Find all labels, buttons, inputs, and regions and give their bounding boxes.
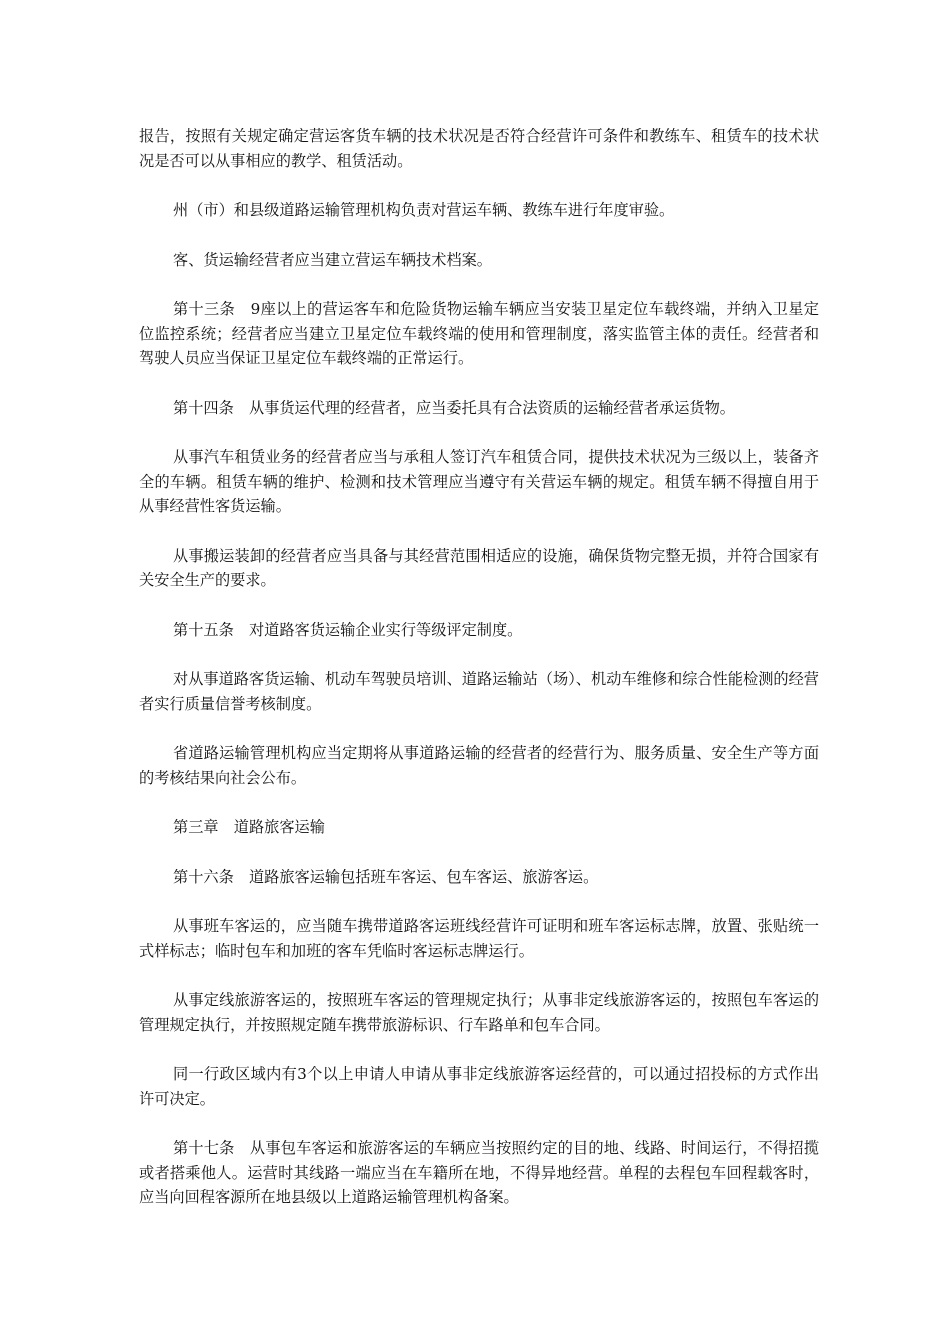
document-body [139,124,819,1235]
paragraph-continued-report: 报告，按照有关规定确定营运客货车辆的技术状况是否符合经营许可条件和教练车、租赁车的技术状况是否可以从事相应的教学、租赁活动。 [139,127,819,170]
paragraph-public-results: 省道路运输管理机构应当定期将从事道路运输的经营者的经营行为、服务质量、安全生产等方面的考核结果向社会公布。 [139,744,819,787]
paragraph-tourist-transport: 从事定线旅游客运的，按照班车客运的管理规定执行；从事非定线旅游客运的，按照包车客运的管理规定执行，并按照规定随车携带旅游标识、行车路单和包车合同。 [139,991,819,1034]
article-13: 第十三条 9座以上的营运客车和危险货物运输车辆应当安装卫星定位车载终端，并纳入卫星定位监控系统；经营者应当建立卫星定位车载终端的使用和管理制度，落实监管主体的责任。经营者和驾驶人员应当保证卫星定位车载终端的正常运行。 [139,300,819,367]
article-17: 第十七条 从事包车客运和旅游客运的车辆应当按照约定的目的地、线路、时间运行，不得招揽或者搭乘他人。运营时其线路一端应当在车籍所在地，不得异地经营。单程的去程包车回程载客时，应当向回程客源所在地县级以上道路运输管理机构备案。 [139,1139,819,1206]
paragraph-vehicle-archive: 客、货运输经营者应当建立营运车辆技术档案。 [173,250,492,269]
paragraph-loading-unloading: 从事搬运装卸的经营者应当具备与其经营范围相适应的设施，确保货物完整无损，并符合国家有关安全生产的要求。 [139,546,819,589]
chapter-3-heading: 第三章 道路旅客运输 [173,818,325,836]
article-14: 第十四条 从事货运代理的经营者，应当委托具有合法资质的运输经营者承运货物。 [173,398,735,417]
paragraph-annual-inspection: 州（市）和县级道路运输管理机构负责对营运车辆、教练车进行年度审验。 [173,201,675,219]
article-15: 第十五条 对道路客货运输企业实行等级评定制度。 [173,620,523,639]
paragraph-car-rental: 从事汽车租赁业务的经营者应当与承租人签订汽车租赁合同，提供技术状况为三级以上，装备齐全的车辆。租赁车辆的维护、检测和技术管理应当遵守有关营运车辆的规定。租赁车辆不得擅自用于从事经营性客货运输。 [139,448,819,515]
paragraph-bidding: 同一行政区域内有3个以上申请人申请从事非定线旅游客运经营的，可以通过招投标的方式作出许可决定。 [139,1065,819,1108]
article-16: 第十六条 道路旅客运输包括班车客运、包车客运、旅游客运。 [173,867,599,886]
paragraph-scheduled-bus: 从事班车客运的，应当随车携带道路客运班线经营许可证明和班车客运标志牌，放置、张贴统一式样标志；临时包车和加班的客车凭临时客运标志牌运行。 [139,917,819,960]
paragraph-quality-credit: 对从事道路客货运输、机动车驾驶员培训、道路运输站（场）、机动车维修和综合性能检测的经营者实行质量信誉考核制度。 [139,670,819,713]
